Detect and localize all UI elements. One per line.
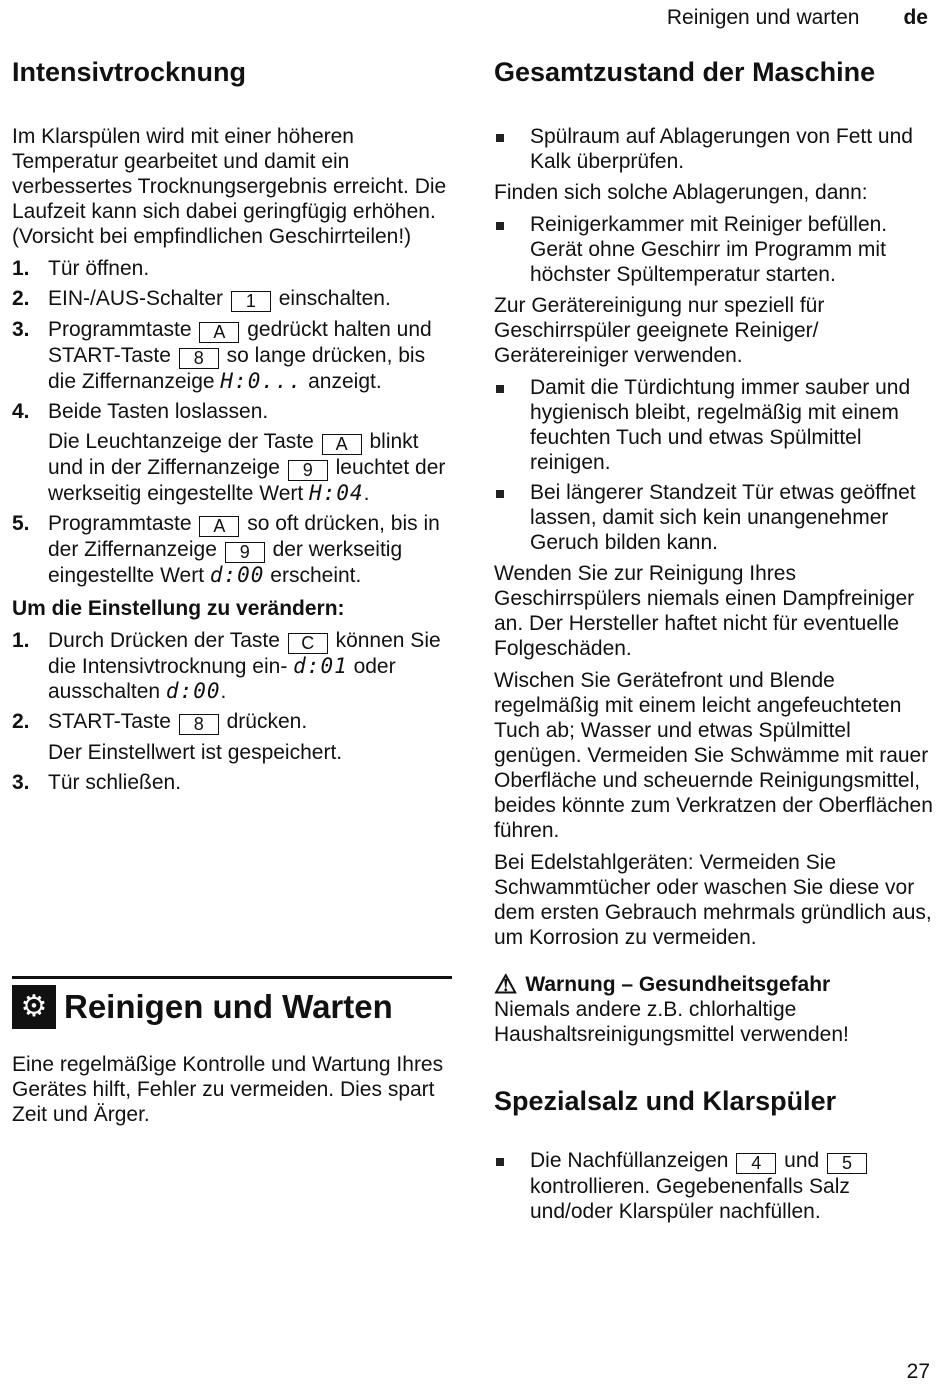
step-text: oder ausschalten <box>48 655 396 704</box>
step-note: Der Einstellwert ist gespeichert. <box>48 741 343 765</box>
page-header <box>667 6 928 30</box>
bullet-item: Damit die Türdichtung immer sauber und hygienisch bleibt, regelmäßig mit einem feuchten Tuch und etwas Spülmittel reinigen. <box>494 375 934 475</box>
bullet-list-1 <box>494 124 934 174</box>
key-symbol: 8 <box>179 348 219 369</box>
bullet-text: und <box>784 1148 820 1172</box>
gesamtzustand-title: Gesamtzustand der Maschine <box>494 57 876 87</box>
step-5 <box>12 511 450 588</box>
step-note <box>48 429 450 506</box>
intensiv-steps <box>12 256 450 588</box>
step-number: 2. <box>12 287 30 311</box>
step-text: Die Leuchtanzeige der Taste <box>48 430 314 454</box>
left-column <box>12 56 450 800</box>
change-step-2 <box>12 709 450 765</box>
step-text: einschalten. <box>278 287 391 311</box>
step-text: Programmtaste <box>48 318 192 342</box>
warning-heading <box>494 969 934 1000</box>
right-column <box>494 56 934 1230</box>
key-symbol: 4 <box>736 1153 776 1174</box>
display-value: H:04 <box>309 481 364 506</box>
gear-cleaning-icon: ⚙ <box>12 985 56 1029</box>
reinigen-intro: Eine regelmäßige Kontrolle und Wartung Ihres Gerätes hilft, Fehler zu vermeiden. Dies spart Zeit und Ärger. <box>12 1053 444 1126</box>
step-text: EIN-/AUS-Schalter <box>48 287 224 311</box>
header-section: Reinigen und warten <box>666 6 860 29</box>
paragraph: Zur Gerätereinigung nur speziell für Geschirrspüler geeignete Reiniger/ Gerätereiniger verwenden. <box>494 294 825 368</box>
bullet-item: Reinigerkammer mit Reiniger befüllen. Gerät ohne Geschirr im Programm mit höchster Spültemperatur starten. <box>494 212 934 287</box>
display-value: H:0... <box>220 369 303 394</box>
step-text: . <box>220 680 227 704</box>
key-symbol: 9 <box>288 460 328 481</box>
bullet-item: Bei längerer Standzeit Tür etwas geöffnet lassen, damit sich kein unangenehmer Geruch bilden kann. <box>494 480 934 555</box>
step-text: so lange drücken, bis die Ziffernanzeige <box>48 344 426 394</box>
key-symbol: A <box>199 516 239 537</box>
step-text: blinkt und in der Ziffernanzeige <box>48 430 419 480</box>
step-text: erscheint. <box>270 564 362 588</box>
warning-triangle-icon: ⚠ <box>494 969 518 1000</box>
key-symbol: 9 <box>225 542 265 563</box>
paragraph: Wenden Sie zur Reinigung Ihres Geschirrspülers niemals einen Dampfreiniger an. Der Hersteller haftet nicht für eventuelle Folgeschäden. <box>494 562 915 661</box>
step-text: Beide Tasten loslassen. <box>48 400 269 424</box>
step-number: 5. <box>12 512 30 536</box>
reinigen-section-header <box>12 976 452 1029</box>
paragraph: Finden sich solche Ablagerungen, dann: <box>494 181 868 205</box>
step-text: gedrückt halten und START-Taste <box>48 318 432 368</box>
step-number: 2. <box>12 710 30 734</box>
bullet-text: kontrollieren. Gegebenenfalls Salz und/oder Klarspüler nachfüllen. <box>530 1174 850 1223</box>
step-text: . <box>363 482 370 506</box>
step-3 <box>12 317 450 394</box>
display-value: d:00 <box>209 563 265 588</box>
step-number: 3. <box>12 771 30 795</box>
intensivtrocknung-title: Intensivtrocknung <box>12 57 247 87</box>
step-text: Tür schließen. <box>48 771 182 795</box>
key-symbol: 5 <box>827 1153 867 1174</box>
key-symbol: C <box>288 633 328 654</box>
paragraph: Bei Edelstahlgeräten: Vermeiden Sie Schwammtücher oder waschen Sie diese vor dem ersten Gebrauch mehrmals gründlich aus, um Korrosion zu vermeiden. <box>494 851 932 950</box>
bullet-item: Spülraum auf Ablagerungen von Fett und Kalk überprüfen. <box>494 124 934 174</box>
step-4 <box>12 399 450 506</box>
change-step-1 <box>12 628 450 704</box>
bullet-list-3 <box>494 375 934 555</box>
bullet-item <box>494 1148 934 1224</box>
change-heading: Um die Einstellung zu verändern: <box>12 597 345 621</box>
display-value: d:01 <box>293 654 348 679</box>
step-text: der werkseitig eingestellte Wert <box>48 538 403 588</box>
step-text: so oft drücken, bis in der Ziffernanzeige <box>48 512 440 562</box>
bullet-text: Die Nachfüllanzeigen <box>530 1148 729 1172</box>
step-text: Tür öffnen. <box>48 257 150 281</box>
step-text: anzeigt. <box>308 370 382 394</box>
step-number: 1. <box>12 257 30 281</box>
step-text: Durch Drücken der Taste <box>48 629 280 653</box>
bullet-list-2 <box>494 212 934 287</box>
page-number: 27 <box>906 1360 930 1383</box>
key-symbol: A <box>199 322 239 343</box>
step-2 <box>12 286 450 312</box>
step-1 <box>12 256 450 281</box>
reinigen-title: Reinigen und Warten <box>64 988 393 1025</box>
step-text: leuchtet der werkseitig eingestellte Wert <box>48 456 446 506</box>
warning-title: Warnung – Gesundheitsgefahr <box>525 973 831 997</box>
key-symbol: 8 <box>179 714 219 735</box>
change-steps <box>12 628 450 795</box>
change-step-3 <box>12 770 450 795</box>
spezialsalz-title: Spezialsalz und Klarspüler <box>494 1086 837 1117</box>
key-symbol: 1 <box>231 291 271 312</box>
step-number: 1. <box>12 629 30 653</box>
step-number: 4. <box>12 400 30 424</box>
warning-text: Niemals andere z.B. chlorhaltige Haushaltsreinigungsmittel verwenden! <box>494 998 849 1047</box>
bullet-list-4 <box>494 1148 934 1224</box>
display-value: d:00 <box>165 679 221 704</box>
step-text: Programmtaste <box>48 512 192 536</box>
step-text: START-Taste <box>48 710 171 734</box>
header-lang: de <box>903 6 928 29</box>
step-text: können Sie die Intensivtrocknung ein- <box>48 629 441 679</box>
key-symbol: A <box>322 434 362 455</box>
paragraph: Wischen Sie Gerätefront und Blende regelmäßig mit einem leicht angefeuchteten Tuch ab; Wasser und etwas Spülmittel genügen. Vermeiden Sie Schwämme mit rauer Oberfläche und scheuernde Reinigungsmittel, beides könnte zum Verkratzen der Oberflächen führen. <box>494 669 933 843</box>
step-text: drücken. <box>226 710 308 734</box>
step-number: 3. <box>12 318 30 342</box>
intensiv-intro: Im Klarspülen wird mit einer höheren Temperatur gearbeitet und damit ein verbessertes Trocknungsergebnis erreicht. Die Laufzeit kann sich dabei geringfügig erhöhen. (Vorsicht bei empfindlichen Geschirrteilen!) <box>12 125 447 249</box>
